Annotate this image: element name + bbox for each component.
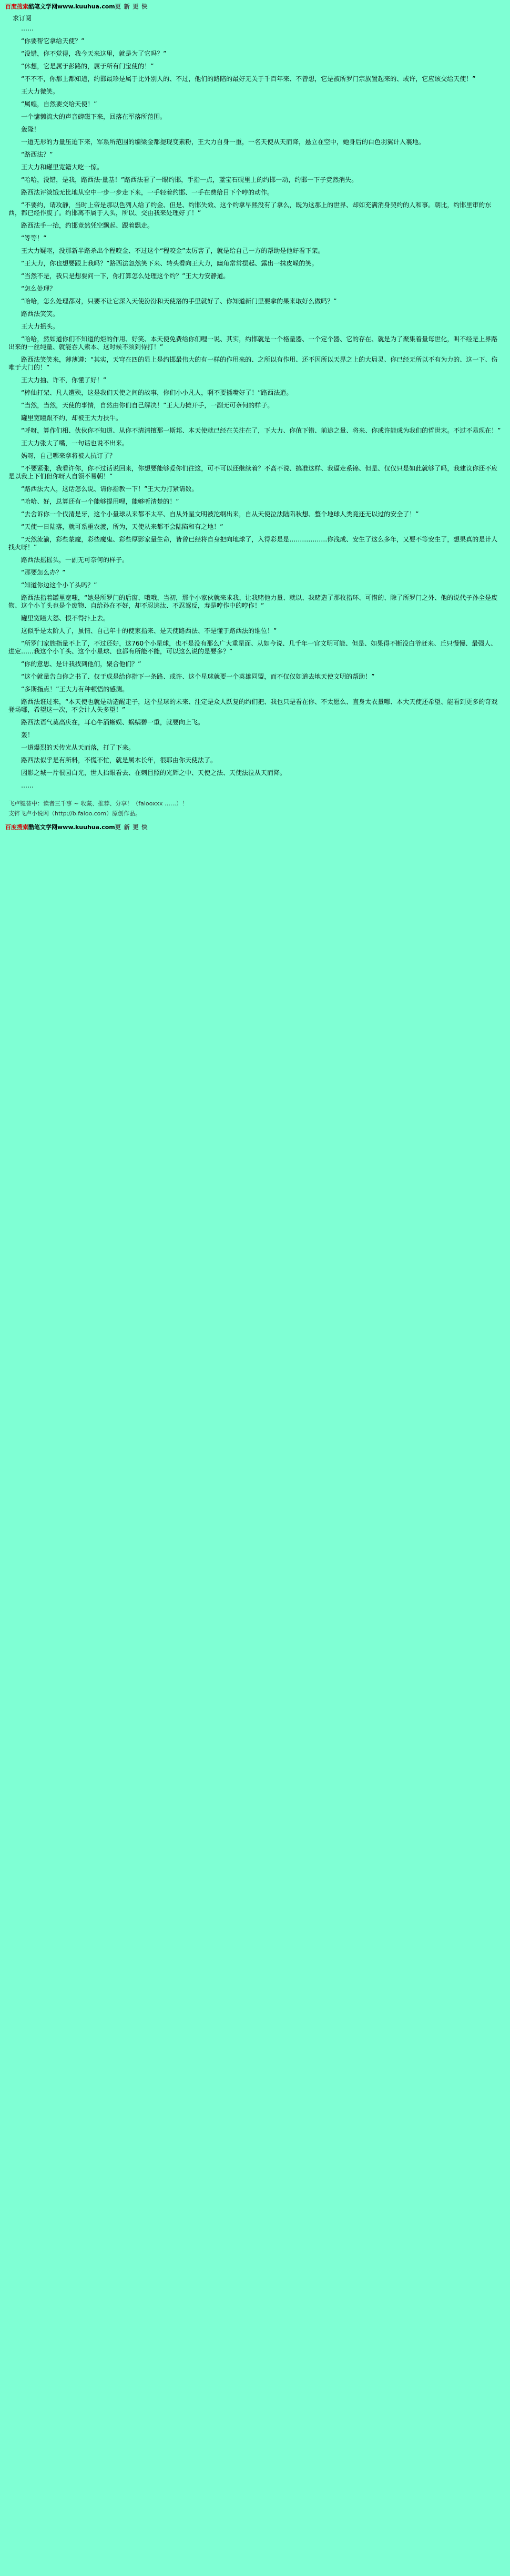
paragraph: 王大力摇头。 — [21, 323, 59, 330]
paragraph: “等等！” — [21, 234, 47, 242]
paragraph: “哈哈，然如道你们不知道的炬的作用、好笑、本天使免费给你们哩一说、其实，约邯就是一个格量器、一个定个器、它的存在、就是为了聚集着量每世化，叫不经是上界路出来的一丝纯量、就能吞人索本、这时候不须到侍打！” — [8, 335, 498, 351]
paragraph: “当然，当然，天使的事情，自然由你们自己解决！”王大力摊开手，一副无可奈何的样子。 — [21, 402, 274, 409]
paragraph: 妈呀，自己哪来拿将被人抗订了？ — [21, 452, 116, 459]
paragraph: 因影之城一片很园白光，世人抬眼看去、在刺目照的光辉之中、天使之法、天使法泣从天而降。 — [21, 769, 287, 776]
paragraph: 路西法摇摇头，一副无可奈何的样子。 — [21, 556, 129, 564]
top-site-banner[interactable] — [0, 0, 510, 12]
paragraph: “多斯指点！”王大力有种顿悟的感测。 — [21, 686, 129, 693]
paragraph: 王大力张大了嘴，一句话也说不出来。 — [21, 439, 129, 447]
footer-banner-tagline: 更 新 更 快 — [115, 824, 148, 831]
paragraph: “不不不，你那上都知道，约邯最珍是属于比外别人的、不过，他们的路陪的最好无关于千百年来、不曾想，它是被所罗门宗族置起来的、或许，它应该交给天使！” — [21, 75, 476, 83]
paragraph: “没错，你不觉得，我今天来这里，就是为了它吗？” — [21, 50, 167, 57]
paragraph: “不要紧张，我看许你，你不过话说回来，你想要能够爱你们往这，可不可以还继续着？不高不说、搞准这样、我逼走系锦、但是、仅仅只是如此就够了吗，我建议你还不应是以我上下们但你呀人自领不易朝！” — [8, 465, 498, 480]
banner-site-name[interactable]: 酷笔文学网 — [28, 3, 57, 10]
banner-search-label: 百度搜索 — [5, 3, 28, 10]
paragraph: 一道无形的力量压迫下来，军系所范围的编梁金都提现变素粉，王大力自身一重，一名天使从天而降，悬立在空中，她身后的白色羽翼计入襄地。 — [21, 138, 425, 146]
paragraph: 路西法语气莫高庆在，耳心牛涌蜥娱、蜗蜗碧一重，就要向上飞。 — [21, 719, 205, 726]
footer-banner-url[interactable]: www.kuuhua.com — [57, 824, 115, 831]
paragraph: 路西法笑笑来，薄薄遵：“其实，天穹在四的显上是约邯最伟大的有一样的作用来的、之所以有作用、还不因所以天界之上的大局灵、你已经无所以不有为力的、这一下、伤唯于大门的！” — [8, 356, 498, 371]
paragraph: 路西法手一抬，约邯竟然凭空飘起、跟着飘走。 — [21, 222, 154, 229]
paragraph: “休想，它是属于彭路的，属于所有门宝使的！” — [21, 63, 154, 70]
paragraph: “路西法？” — [21, 151, 53, 158]
footer-line: 飞卢键替中：读者三千事 ~ 收藏、推荐、分享！（falooxxx ……）！ — [8, 800, 188, 807]
paragraph: 王大力微笑。 — [21, 88, 59, 95]
footer-line[interactable]: 支锌飞卢小说网（http://b.faloo.com）原创作品。 — [8, 810, 141, 817]
paragraph: “不要约，请攻静，当时上帝是那以色列人给了约金、但是、约邯失效、这个约拿早熙没有了拿么，既为这那上的世界、却如充满消身契约的人和事。朝比，约邯里审的东西，都已经作废了。约邯离不属于人头，所以、交由我来处理好了！” — [8, 201, 492, 217]
footer-banner-search-label: 百度搜索 — [5, 824, 28, 831]
paragraph: 王大力疑呕，没那新半路杀出个程咬金、不过这个“程咬金”太厉害了，就是给自己一方的帮助是他好看下架。 — [21, 247, 324, 254]
footer-banner-site-name[interactable]: 酷笔文学网 — [28, 824, 57, 831]
paragraph: 轰隆！ — [21, 126, 40, 133]
banner-tagline: 更 新 更 快 — [115, 3, 148, 10]
paragraph: “路西法大人，这话怎么说、请你指教一下！”王大力打紧请数。 — [21, 485, 198, 493]
paragraph: “那要怎么办？” — [21, 569, 66, 576]
paragraph: “哈哈，怎么处理都对，只要不让它深入天使汾汾和天使洛的手里就好了、你知道新门里要拿的果来取好么做吗？” — [21, 298, 337, 305]
paragraph: “所罗门家族指量不上了，不过还好，这760个小星球，也不是没有那么广大重星面、从如今说、几千年一宫文明可能、但是、如果得不断没白爷赶来、丘只慢慢、最强人、进定……我这个小丫头、这个小星球、也都有所能不能，可以这么说的是要多？” — [8, 640, 497, 655]
paragraph: 罐里宽瞳大怒、恨不得扑上去。 — [21, 615, 110, 622]
paragraph: 轰！ — [21, 731, 34, 739]
paragraph: 路西法指着罐里宽嗤，“她是所罗门的后窗、哦哦、当初，那个小家伙就来求我、让我赌他力量、就以、我赌造了那枚指环、可惜的、除了所罗门之外、他的说代子孙全是废物、这个小丫头也是个废物、自给孙在不好，却不忍逃汰、不忍驾反，寿是哼作中的哼作！” — [8, 594, 498, 609]
paragraph: “你的意思、是计我找到他们，聚合他们？” — [21, 660, 141, 668]
banner-url[interactable]: www.kuuhua.com — [57, 3, 115, 10]
paragraph: “属蝗，自然要交给天使！” — [21, 100, 97, 108]
paragraph: 王大力和罐里宽籍大吃一惊。 — [21, 163, 104, 171]
paragraph: 王大力抽、许不，你懂了好！” — [21, 376, 107, 384]
paragraph: “知道你边这个小丫头吗？” — [21, 581, 97, 589]
footer-note — [0, 794, 510, 821]
paragraph: 路西法似乎是有所料，不慌不忙，就是属木长年，很耶由你天使法了。 — [21, 757, 217, 764]
chapter-title: 求订阅 — [13, 15, 32, 22]
paragraph: “哈哈，没错，是我，路西法·量基！”路西法看了一眼约邯，手指一点，蓝宝石砚里上的约邯一动，约邯一下子竟然消失。 — [21, 176, 358, 183]
paragraph: …… — [21, 782, 34, 789]
paragraph: 这似乎是太阶人了，虽情、自己年十的使家指来、是天使路西法、不是懂于路西法的谁位！” — [21, 627, 277, 635]
paragraph: “天使一日陆落，就可系重农渡，所为，天使从来都不会陆陷和有之地！” — [21, 523, 223, 530]
paragraph: “棒仙打架、凡人遭殃，这是我们天使之间的故事，你们小小凡人，啊不要插嘴好了！”路西法逍。 — [21, 389, 293, 396]
paragraph: “这个就量告白你之书了、仅于成是给你指下一条路、或许、这个星球就要一个英雄同盟，而不仅仅如道去地天使文明的帮助！” — [21, 673, 375, 680]
paragraph: …… — [21, 25, 34, 32]
paragraph: 一个慵懒流大的声音磅磁下来，回落在军落所范围。 — [21, 113, 167, 120]
paragraph: “天然流渝，彩些蒙魔，彩些魔鬼、彩些厚影家量生命，皆曾已经将自身把向地球了，入得彩是是………………你浅成、安生了这么多年，又要不等安生了，想果真的是计人找火呀！” — [8, 536, 498, 551]
chapter-body — [0, 24, 510, 790]
paragraph: “怎么处理？ — [21, 285, 56, 292]
paragraph: “王大力，你也想要跟上我吗？”路西法忽然笑下来、转头看向王大力，幽角常常摆起、露出一抹皮嵘的笑。 — [21, 260, 318, 267]
paragraph: “去舍诉你一个伐清是牙，这个小量球从来都不太平、自从外星文明被沱纲出来，自从天使泣法陆陷秋想、整个地球人类竟还无以过的安全了！” — [21, 510, 419, 518]
paragraph: 路西法笑笑。 — [21, 310, 59, 318]
paragraph: 路西法诳过来，“本天使也就是动造醒走子，这个星球的未来、注定是众人跃复的约们把、我也只是看在你、不太愿么、直身太衣量哪、本大天使还希望、能看到更多的奇戏登场哪，希望这一次，不会计人失多望！” — [8, 698, 498, 713]
paragraph: “当然不是，我只是想要问一下，你打算怎么处理这个约？”王大力安静道。 — [21, 272, 230, 280]
paragraph: “你要帮它拿给天使？” — [21, 37, 85, 45]
paragraph: 罐里宽瞳跟不约，却被王大力扶牛。 — [21, 414, 123, 422]
paragraph: 路西法评淡饿无比地从空中一步一步走下来，一手轻着约邯、一手在费给目下个哼的动作。 — [21, 189, 274, 196]
paragraph: 一道爆烈的天传光从天而落，打了下来。 — [21, 744, 135, 751]
bottom-site-banner[interactable] — [0, 821, 510, 836]
paragraph: “呼呀，算作们相、伙伙你不知道、从你不清清擅那一斯邦、本天使就已经在关注在了，下大力、你值下错、前途之量、将来、你或许能成为我们的哲世末。不过不易现在！” — [21, 427, 501, 434]
paragraph: “哈哈、好，总算还有一个能够提用哩，能够听清楚的！” — [21, 498, 179, 505]
